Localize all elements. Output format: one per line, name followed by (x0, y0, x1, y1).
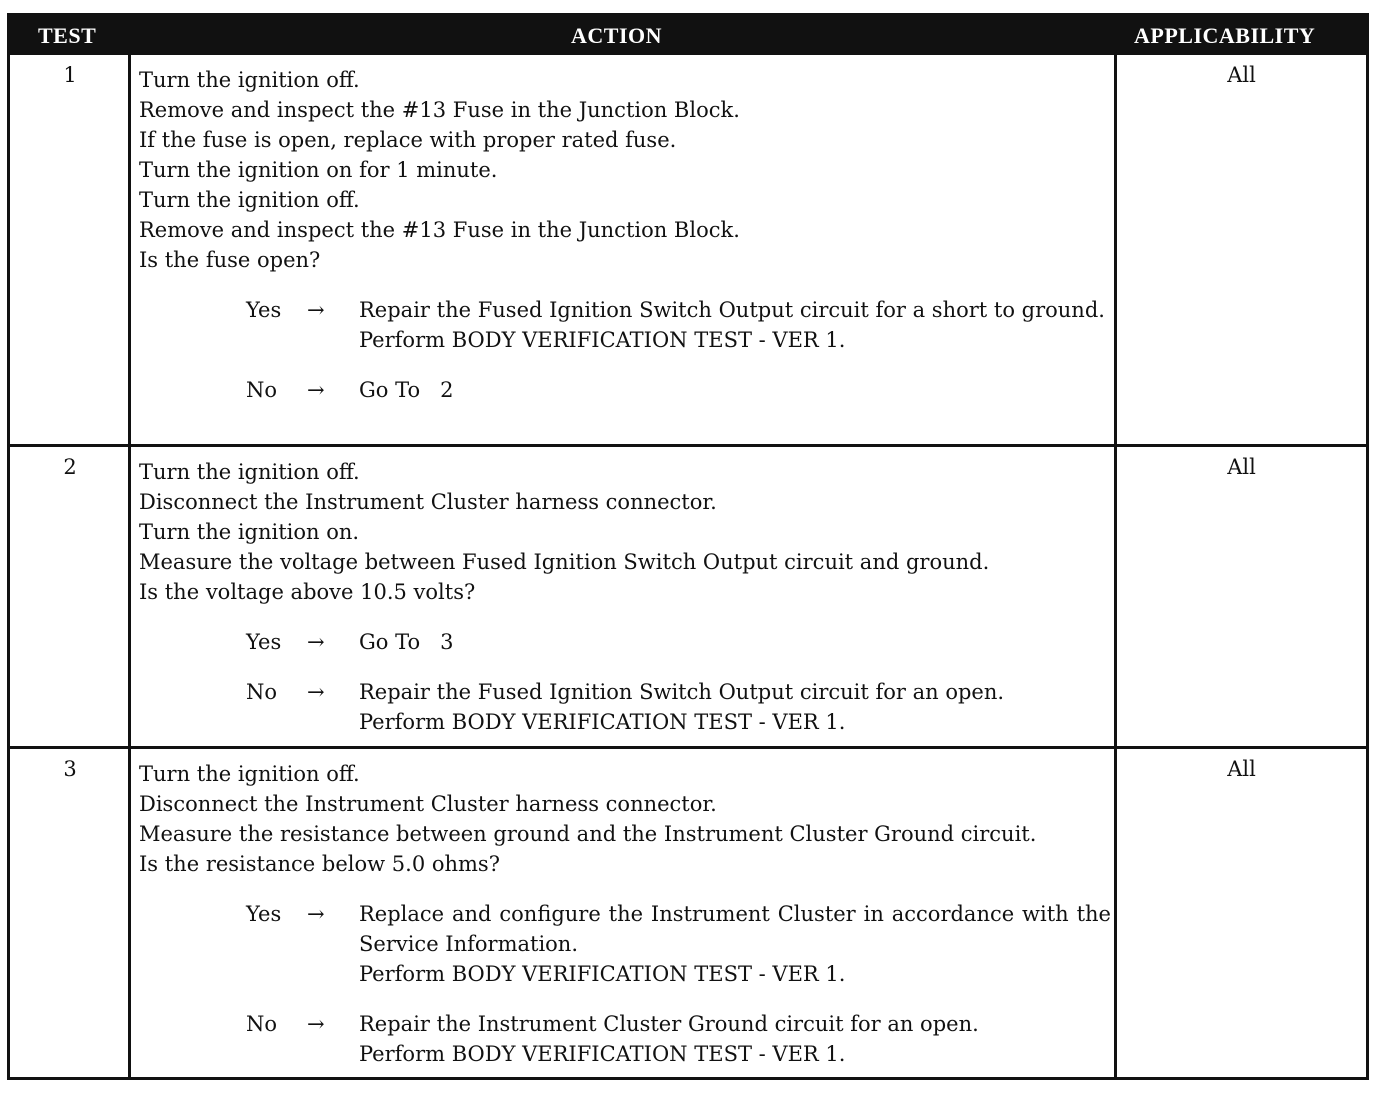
table-header (10, 16, 1366, 55)
step-text: Turn the ignition off. (139, 460, 360, 484)
arrow-right-icon: → (307, 902, 325, 926)
action-cell (139, 65, 1111, 405)
no-branch (139, 1009, 1111, 1069)
yes-label: Yes (246, 902, 282, 926)
step-text: Is the voltage above 10.5 volts? (139, 580, 476, 604)
branch-text: Perform BODY VERIFICATION TEST - VER 1. (359, 328, 846, 352)
arrow-right-icon: → (307, 378, 325, 402)
diagnostic-table (7, 13, 1369, 1080)
step-text: Remove and inspect the #13 Fuse in the Junction Block. (139, 218, 740, 242)
table-row (10, 55, 1366, 447)
step-text: Disconnect the Instrument Cluster harness connector. (139, 490, 717, 514)
no-label: No (246, 680, 278, 704)
step-text: Measure the voltage between Fused Ignition Switch Output circuit and ground. (139, 550, 990, 574)
test-number: 1 (63, 63, 77, 87)
branch-text: Repair the Fused Ignition Switch Output circuit for an open. (359, 680, 1005, 704)
step-text: Is the fuse open? (139, 248, 321, 272)
step-text: If the fuse is open, replace with proper rated fuse. (139, 128, 677, 152)
header-action: ACTION (571, 23, 663, 48)
branch-text: Replace and configure the Instrument Cluster in accordance with the Service Information. (359, 902, 1111, 956)
applicability-value: All (1227, 757, 1256, 781)
yes-label: Yes (246, 298, 282, 322)
branch-text: Go To 3 (359, 630, 454, 654)
arrow-right-icon: → (307, 298, 325, 322)
branch-text: Repair the Fused Ignition Switch Output circuit for a short to ground. (359, 298, 1105, 322)
step-text: Turn the ignition on for 1 minute. (139, 158, 498, 182)
step-text: Turn the ignition off. (139, 762, 360, 786)
header-applicability: APPLICABILITY (1134, 23, 1316, 48)
no-branch (139, 375, 1111, 405)
test-number: 2 (63, 455, 77, 479)
branch-text: Perform BODY VERIFICATION TEST - VER 1. (359, 710, 846, 734)
step-text: Measure the resistance between ground and the Instrument Cluster Ground circuit. (139, 822, 1037, 846)
branch-text: Perform BODY VERIFICATION TEST - VER 1. (359, 962, 846, 986)
no-label: No (246, 378, 278, 402)
no-branch (139, 677, 1111, 737)
step-text: Turn the ignition off. (139, 68, 360, 92)
arrow-right-icon: → (307, 1012, 325, 1036)
yes-branch (139, 899, 1111, 989)
applicability-value: All (1227, 63, 1256, 87)
step-text: Turn the ignition off. (139, 188, 360, 212)
action-cell (139, 759, 1111, 1069)
yes-branch (139, 295, 1111, 355)
branch-text: Repair the Instrument Cluster Ground circuit for an open. (359, 1012, 979, 1036)
yes-label: Yes (246, 630, 282, 654)
table-row (10, 444, 1366, 746)
table-row (10, 746, 1366, 1077)
arrow-right-icon: → (307, 680, 325, 704)
step-text: Is the resistance below 5.0 ohms? (139, 852, 500, 876)
yes-branch (139, 627, 1111, 657)
arrow-right-icon: → (307, 630, 325, 654)
branch-text: Go To 2 (359, 378, 454, 402)
test-number: 3 (63, 757, 77, 781)
header-test: TEST (38, 23, 97, 48)
step-text: Remove and inspect the #13 Fuse in the Junction Block. (139, 98, 740, 122)
step-text: Turn the ignition on. (139, 520, 360, 544)
step-text: Disconnect the Instrument Cluster harness connector. (139, 792, 717, 816)
action-cell (139, 457, 1111, 737)
applicability-value: All (1227, 455, 1256, 479)
branch-text: Perform BODY VERIFICATION TEST - VER 1. (359, 1042, 846, 1066)
no-label: No (246, 1012, 278, 1036)
